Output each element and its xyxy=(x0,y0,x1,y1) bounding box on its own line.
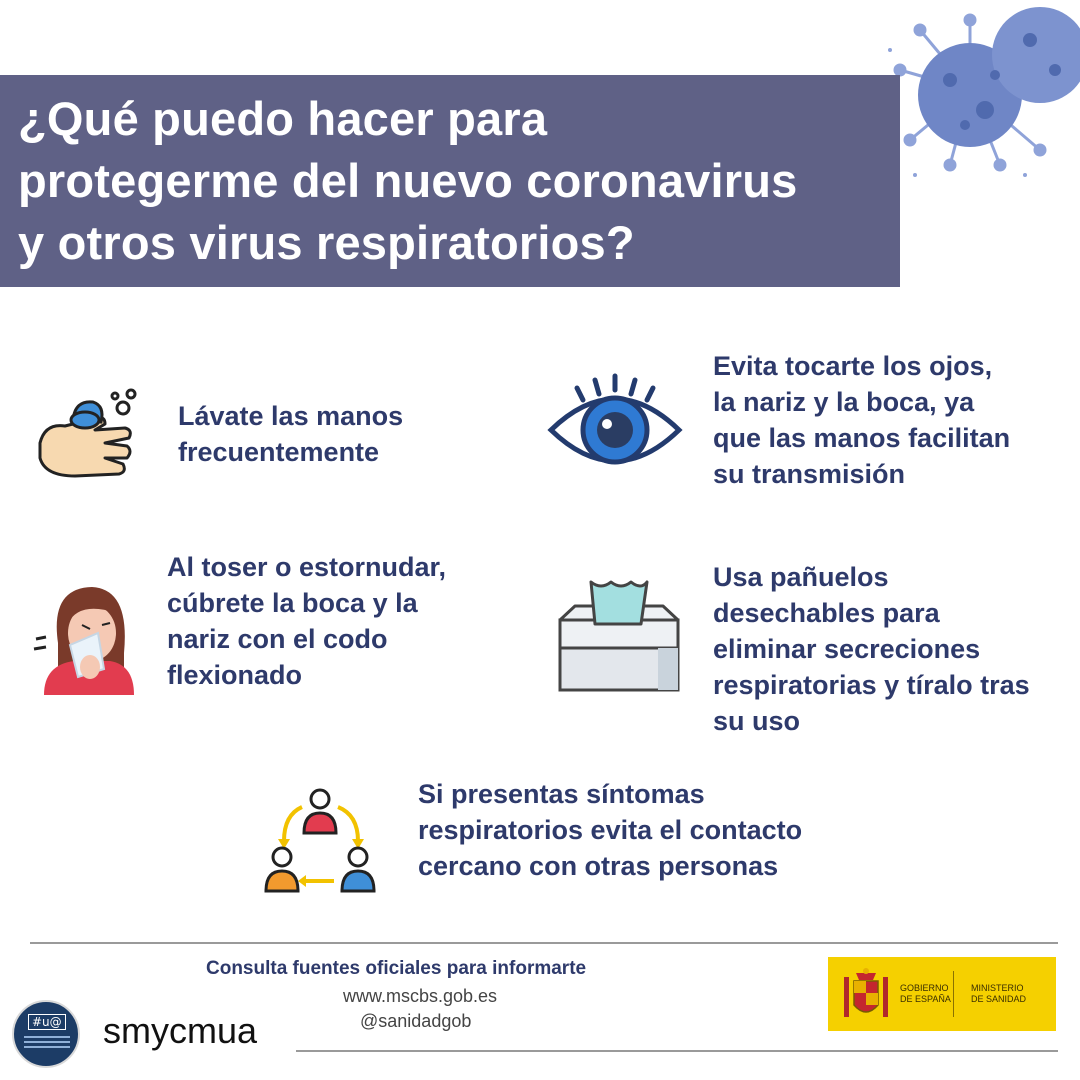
account-handle[interactable]: smycmua xyxy=(103,1010,258,1051)
avatar-lines xyxy=(24,1036,70,1038)
tip-tissues xyxy=(713,559,1030,739)
avatar[interactable] xyxy=(12,1000,80,1068)
gov-right-line-1: MINISTERIO xyxy=(971,983,1024,993)
tip-avoid-contact-line: cercano con otras personas xyxy=(418,851,779,881)
tip-wash-hands xyxy=(178,398,403,470)
footer-divider-top xyxy=(30,942,1058,944)
tip-avoid-touch-line: Evita tocarte los ojos, xyxy=(713,351,993,381)
tissue-box-icon xyxy=(555,578,683,696)
page-title xyxy=(18,88,888,274)
coat-of-arms-icon xyxy=(840,967,892,1021)
tip-avoid-touch-line: la nariz y la boca, ya xyxy=(713,387,975,417)
tip-avoid-contact xyxy=(418,776,802,884)
gov-divider xyxy=(953,971,954,1017)
tip-cover-cough xyxy=(167,549,446,693)
website-link[interactable]: www.mscbs.gob.es xyxy=(343,986,498,1006)
title-line-2: protegerme del nuevo coronavirus xyxy=(18,154,798,207)
tip-tissues-line: Usa pañuelos xyxy=(713,562,889,592)
tip-avoid-touch-line: su transmisión xyxy=(713,459,906,489)
virus-icon xyxy=(880,0,1080,185)
footer-divider-bottom xyxy=(296,1050,1058,1052)
sneezing-person-icon xyxy=(30,583,138,698)
consult-text: Consulta fuentes oficiales para informarte xyxy=(206,958,587,979)
tip-cover-cough-line: cúbrete la boca y la xyxy=(167,588,418,618)
tip-avoid-contact-line: Si presentas síntomas xyxy=(418,779,705,809)
tip-avoid-touch-line: que las manos facilitan xyxy=(713,423,1011,453)
gov-left-line-2: DE ESPAÑA xyxy=(900,994,951,1004)
government-logo xyxy=(828,957,1056,1031)
tip-tissues-line: eliminar secreciones xyxy=(713,634,981,664)
tip-tissues-line: su uso xyxy=(713,706,801,736)
tip-cover-cough-line: Al toser o estornudar, xyxy=(167,552,447,582)
title-line-3: y otros virus respiratorios? xyxy=(18,216,635,269)
tip-avoid-contact-line: respiratorios evita el contacto xyxy=(418,815,803,845)
hand-washing-icon xyxy=(35,388,140,488)
tip-tissues-line: desechables para xyxy=(713,598,940,628)
people-distance-icon xyxy=(262,785,377,897)
title-line-1: ¿Qué puedo hacer para xyxy=(18,92,548,145)
tip-wash-hands-line: Lávate las manos xyxy=(178,401,404,431)
avatar-text: #u@ xyxy=(28,1014,66,1030)
twitter-handle[interactable]: @sanidadgob xyxy=(360,1011,472,1031)
tip-wash-hands-line: frecuentemente xyxy=(178,437,380,467)
tip-tissues-line: respiratorias y tíralo tras xyxy=(713,670,1030,700)
tip-cover-cough-line: nariz con el codo xyxy=(167,624,388,654)
eye-icon xyxy=(545,372,685,468)
tip-cover-cough-line: flexionado xyxy=(167,660,303,690)
gov-right-line-2: DE SANIDAD xyxy=(971,994,1027,1004)
tip-avoid-touch xyxy=(713,348,1010,492)
gov-left-line-1: GOBIERNO xyxy=(900,983,949,993)
